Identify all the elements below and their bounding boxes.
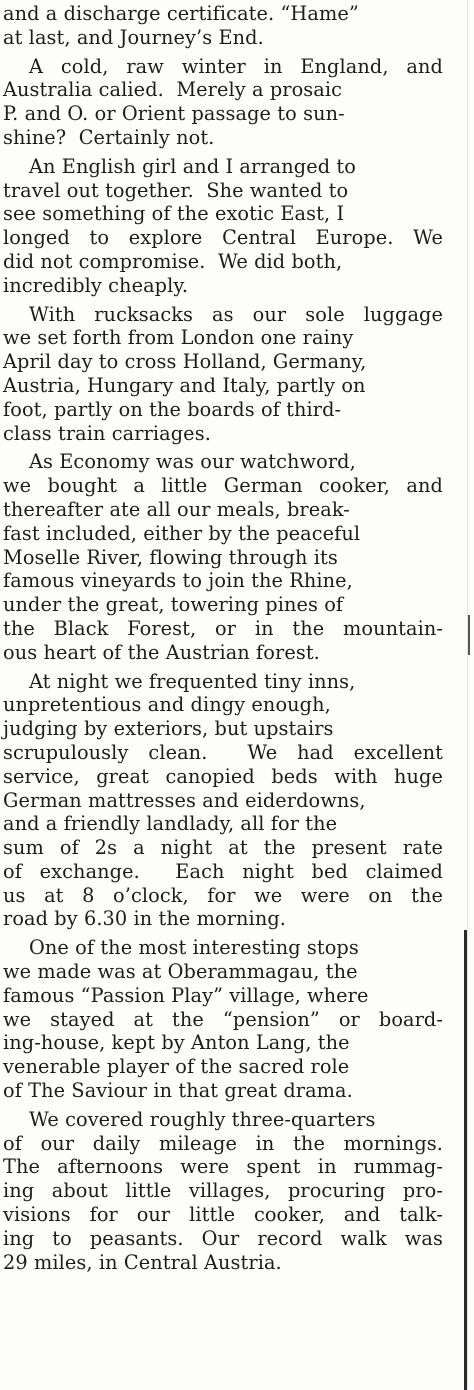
text-line: April day to cross Holland, Germany, — [3, 350, 367, 374]
column-edge — [467, 0, 468, 1389]
text-line: scrupulously clean. We had excellent — [3, 740, 443, 764]
article-paragraph — [3, 670, 443, 932]
article-paragraph — [3, 2, 443, 50]
column-rule-lower — [464, 930, 467, 1390]
text-line: of The Saviour in that great drama. — [3, 1079, 353, 1103]
text-line: ing about little villages, procuring pro- — [3, 1179, 443, 1203]
text-line: visions for our little cooker, and talk- — [3, 1203, 443, 1227]
text-line: famous “Passion Play” village, where — [3, 983, 369, 1007]
text-line: P. and O. or Orient passage to sun- — [3, 102, 345, 126]
text-line: of exchange. Each night bed claimed — [3, 859, 443, 883]
column-rule-upper — [468, 615, 470, 655]
text-line: incredibly cheaply. — [3, 273, 189, 297]
article-paragraph — [3, 936, 443, 1103]
article-paragraph — [3, 303, 443, 446]
text-line: As Economy was our watchword, — [29, 450, 356, 474]
text-line: A cold, raw winter in England, and — [29, 54, 443, 78]
text-line: One of the most interesting stops — [29, 936, 359, 960]
text-line: we set forth from London one rainy — [3, 326, 354, 350]
text-line: and a friendly landlady, all for the — [3, 812, 338, 836]
text-line: we stayed at the “pension” or board- — [3, 1007, 443, 1031]
text-line: under the great, towering pines of — [3, 593, 344, 617]
text-line: judging by exteriors, but upstairs — [3, 717, 334, 741]
text-line: longed to explore Central Europe. We — [3, 226, 443, 250]
text-line: Austria, Hungary and Italy, partly on — [3, 373, 366, 397]
text-line: unpretentious and dingy enough, — [3, 693, 331, 717]
article-paragraph — [3, 155, 443, 298]
text-line: fast included, either by the peaceful — [3, 521, 361, 545]
text-line: at last, and Journey’s End. — [3, 25, 264, 49]
text-line: foot, partly on the boards of third- — [3, 397, 342, 421]
text-line: Moselle River, flowing through its — [3, 545, 338, 569]
text-line: With rucksacks as our sole luggage — [29, 302, 443, 326]
text-line: Australia calied. Merely a prosaic — [3, 78, 343, 102]
text-line: ing-house, kept by Anton Lang, the — [3, 1031, 350, 1055]
text-line: road by 6.30 in the morning. — [3, 907, 287, 931]
text-line: venerable player of the sacred role — [3, 1055, 350, 1079]
text-line: thereafter ate all our meals, break- — [3, 497, 350, 521]
text-line: we bought a little German cooker, and — [3, 474, 443, 498]
article-paragraph — [3, 55, 443, 150]
text-line: class train carriages. — [3, 421, 211, 445]
text-line: ing to peasants. Our record walk was — [3, 1226, 443, 1250]
text-line: us at 8 o’clock, for we were on the — [3, 883, 443, 907]
text-line: At night we frequented tiny inns, — [29, 669, 356, 693]
text-line: did not compromise. We did both, — [3, 249, 343, 273]
text-line: ous heart of the Austrian forest. — [3, 640, 320, 664]
text-line: service, great canopied beds with huge — [3, 764, 443, 788]
text-line: famous vineyards to join the Rhine, — [3, 569, 353, 593]
text-line: we made was at Oberammagau, the — [3, 960, 358, 984]
text-line: 29 miles, in Central Austria. — [3, 1250, 282, 1274]
text-line: An English girl and I arranged to — [29, 154, 356, 178]
article-column — [3, 2, 443, 1274]
text-line: We covered roughly three-quarters — [29, 1107, 376, 1131]
text-line: of our daily mileage in the mornings. — [3, 1131, 443, 1155]
text-line: German mattresses and eiderdowns, — [3, 788, 366, 812]
text-line: the Black Forest, or in the mountain- — [3, 616, 443, 640]
text-line: shine? Certainly not. — [3, 125, 215, 149]
text-line: and a discharge certificate. “Hame” — [3, 2, 359, 25]
article-paragraph — [3, 450, 443, 664]
text-line: travel out together. She wanted to — [3, 178, 349, 202]
text-line: sum of 2s a night at the present rate — [3, 836, 443, 860]
text-line: The afternoons were spent in rummag- — [3, 1155, 443, 1179]
text-line: see something of the exotic East, I — [3, 202, 345, 226]
article-paragraph — [3, 1108, 443, 1275]
